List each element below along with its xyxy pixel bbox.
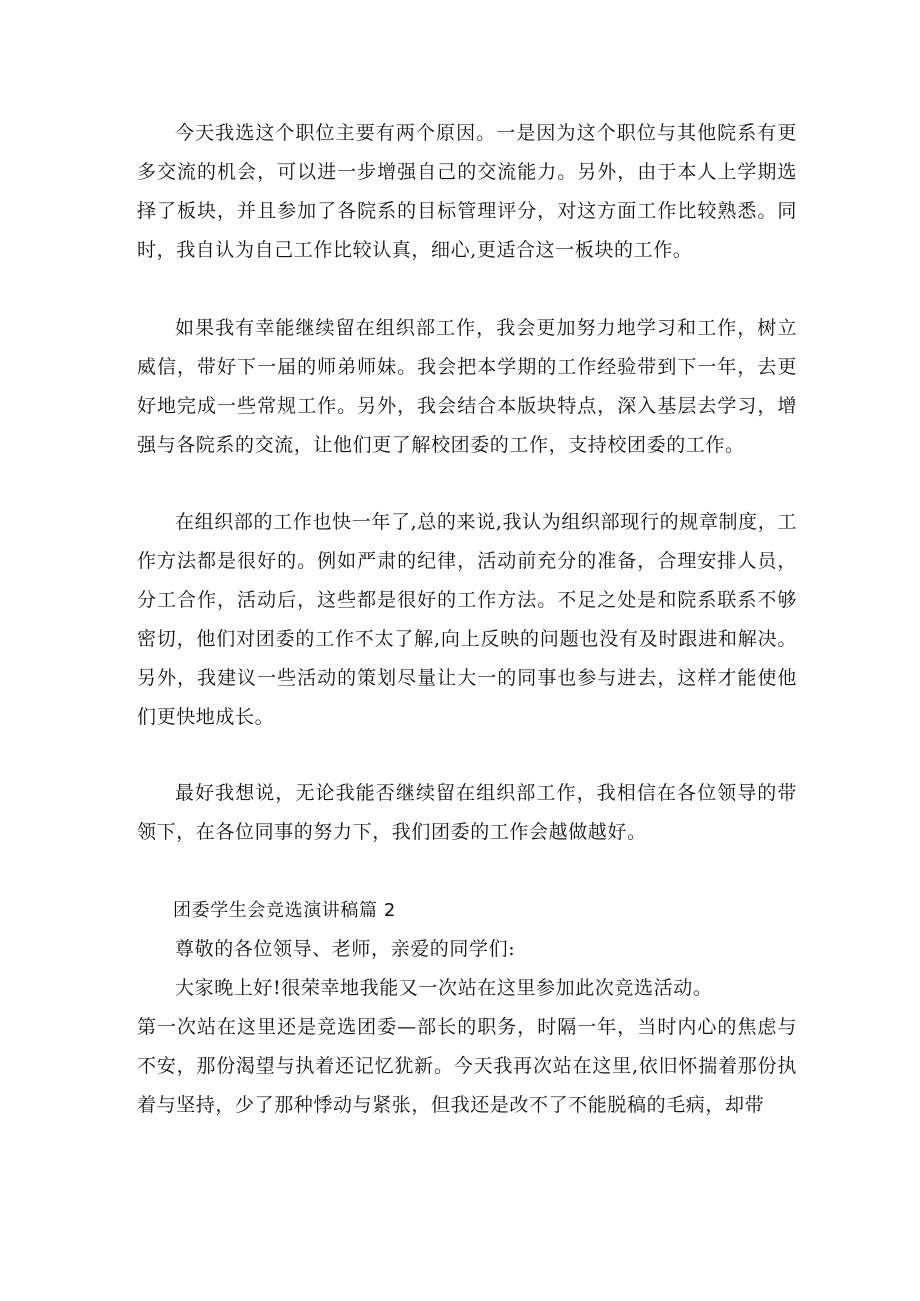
paragraph-evaluation: 在组织部的工作也快一年了,总的来说,我认为组织部现行的规章制度，工作方法都是很好的。例如严肃的纪律，活动前充分的准备，合理安排人员，分工合作，活动后，这些都是很好的工作方法。不足之处是和院系联系不够密切，他们对团委的工作不太了解,向上反映的问题也没有及时跟进和解决。另外，我建议一些活动的策划尽量让大一的同事也参与进去，这样才能使他们更快地成长。	[137, 511, 797, 728]
paragraph-speech-body: 第一次站在这里还是竞选团委—部长的职务，时隔一年，当时内心的焦虑与不安，那份渴望与执着还记忆犹新。今天我再次站在这里,依旧怀揣着那份执着与坚持，少了那种悸动与紧张，但我还是改不了不能脱稿的毛病，却带	[137, 1016, 797, 1116]
paragraph-reasons: 今天我选这个职位主要有两个原因。一是因为这个职位与其他院系有更多交流的机会，可以进一步增强自己的交流能力。另外，由于本人上学期选择了板块，并且参加了各院系的目标管理评分，对这方面工作比较熟悉。同时，我自认为自己工作比较认真，细心,更适合这一板块的工作。	[137, 122, 797, 261]
section-title: 团委学生会竞选演讲稿篇 2	[173, 900, 396, 921]
greeting: 大家晚上好!很荣幸地我能又一次站在这里参加此次竞选活动。	[175, 977, 713, 999]
salutation: 尊敬的各位领导、老师，亲爱的同学们:	[175, 938, 516, 960]
paragraph-closing: 最好我想说，无论我能否继续留在组织部工作，我相信在各位领导的带领下，在各位同事的努力下，我们团委的工作会越做越好。	[137, 782, 797, 843]
paragraph-commitment: 如果我有幸能继续留在组织部工作，我会更加努力地学习和工作，树立威信，带好下一届的师弟师妹。我会把本学期的工作经验带到下一年，去更好地完成一些常规工作。另外，我会结合本版块特点，深入基层去学习，增强与各院系的交流，让他们更了解校团委的工作，支持校团委的工作。	[137, 317, 797, 456]
